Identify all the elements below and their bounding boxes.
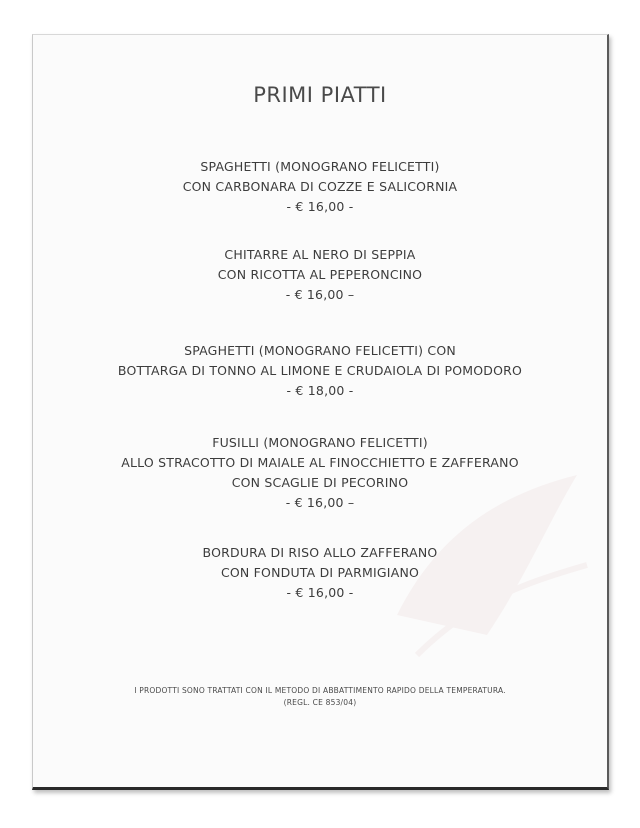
dish-item: [33, 433, 607, 513]
dish-name-line: FUSILLI (MONOGRANO FELICETTI): [212, 435, 428, 450]
dish-price: - € 18,00 -: [286, 383, 354, 398]
dish-price: - € 16,00 –: [285, 287, 355, 302]
menu-page: [32, 34, 609, 790]
dish-name-line: CHITARRE AL NERO DI SEPPIA: [224, 247, 416, 262]
page-title: PRIMI PIATTI: [253, 83, 387, 107]
footnote-line: I PRODOTTI SONO TRATTATI CON IL METODO DI ABBATTIMENTO RAPIDO DELLA TEMPERATURA.: [134, 686, 506, 695]
dish-name-line: BOTTARGA DI TONNO AL LIMONE E CRUDAIOLA DI POMODORO: [117, 363, 523, 378]
dish-name-line: CON FONDUTA DI PARMIGIANO: [220, 565, 420, 580]
footnote-line: (REGL. CE 853/04): [283, 698, 357, 707]
dish-name-line: CON CARBONARA DI COZZE E SALICORNIA: [182, 179, 458, 194]
dish-item: [33, 341, 607, 401]
dish-item: [33, 543, 607, 603]
dish-name-line: CON SCAGLIE DI PECORINO: [231, 475, 409, 490]
dish-item: [33, 157, 607, 217]
dish-name-line: SPAGHETTI (MONOGRANO FELICETTI) CON: [184, 343, 456, 358]
dish-item: [33, 245, 607, 305]
dish-price: - € 16,00 –: [285, 495, 355, 510]
dish-name-line: BORDURA DI RISO ALLO ZAFFERANO: [202, 545, 438, 560]
dish-name-line: SPAGHETTI (MONOGRANO FELICETTI): [200, 159, 440, 174]
footnote: [33, 685, 607, 709]
dish-name-line: CON RICOTTA AL PEPERONCINO: [217, 267, 423, 282]
dish-name-line: ALLO STRACOTTO DI MAIALE AL FINOCCHIETTO E ZAFFERANO: [121, 455, 519, 470]
dish-price: - € 16,00 -: [286, 585, 354, 600]
dish-price: - € 16,00 -: [286, 199, 354, 214]
